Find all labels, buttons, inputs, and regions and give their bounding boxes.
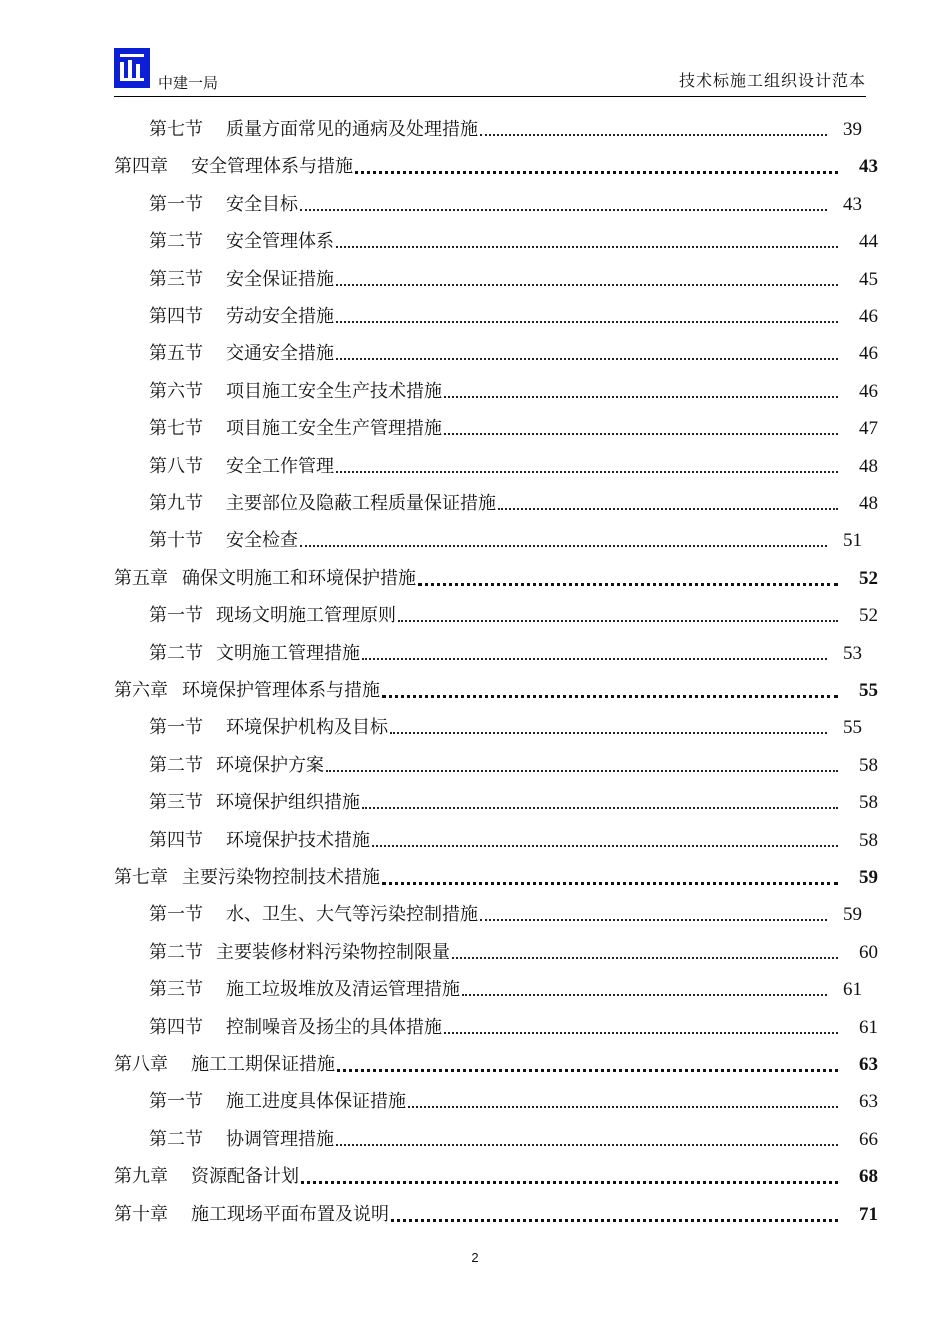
- toc-leader-dots: [444, 433, 838, 435]
- toc-entry-title: 安全目标: [226, 193, 298, 215]
- toc-page-number: 71: [859, 1203, 878, 1225]
- toc-page-number: 43: [843, 193, 862, 215]
- toc-leader-dots: [326, 770, 838, 772]
- toc-leader-dots: [362, 807, 838, 809]
- toc-page-number: 55: [859, 680, 878, 701]
- toc-entry-title: 环境保护方案: [216, 754, 324, 776]
- toc-page-number: 61: [843, 979, 862, 1001]
- toc-page-number: 39: [843, 119, 862, 140]
- toc-leader-dots: [355, 171, 838, 174]
- toc-entry-number: 第九章: [114, 1166, 168, 1188]
- toc-leader-dots: [336, 471, 838, 473]
- toc-section-row[interactable]: [149, 227, 878, 257]
- toc-chapter-row[interactable]: [114, 676, 878, 706]
- toc-section-row[interactable]: [149, 339, 878, 369]
- toc-page-number: 58: [859, 754, 878, 776]
- toc-leader-dots: [444, 396, 838, 398]
- company-logo-icon: [114, 48, 150, 88]
- toc-entry-number: 第三节: [149, 792, 203, 814]
- toc-page-number: 55: [843, 717, 862, 739]
- toc-entry-number: 第七章: [114, 867, 168, 888]
- toc-entry-title: 控制噪音及扬尘的具体措施: [226, 1016, 442, 1038]
- toc-page-number: 48: [859, 455, 878, 477]
- toc-entry-number: 第四节: [149, 829, 203, 851]
- toc-section-row[interactable]: [149, 115, 878, 145]
- toc-leader-dots: [408, 1106, 838, 1108]
- toc-entry-title: 质量方面常见的通病及处理措施: [226, 119, 478, 140]
- page-number: 2: [471, 1250, 479, 1265]
- toc-entry-number: 第七节: [149, 119, 203, 140]
- toc-page-number: 53: [843, 642, 862, 664]
- toc-page-number: 66: [859, 1128, 878, 1150]
- toc-entry-title: 环境保护技术措施: [226, 829, 370, 851]
- toc-section-row[interactable]: [149, 900, 878, 930]
- toc-section-row[interactable]: [149, 788, 878, 818]
- toc-entry-title: 劳动安全措施: [226, 306, 334, 327]
- toc-section-row[interactable]: [149, 1125, 878, 1155]
- toc-entry-number: 第一节: [149, 605, 203, 627]
- toc-entry-number: 第六章: [114, 680, 168, 701]
- toc-page-number: 44: [859, 231, 878, 253]
- toc-section-row[interactable]: [149, 452, 878, 482]
- toc-leader-dots: [336, 1144, 838, 1146]
- toc-leader-dots: [336, 246, 838, 248]
- toc-entry-title: 环境保护组织措施: [216, 792, 360, 814]
- toc-entry-title: 交通安全措施: [226, 343, 334, 365]
- toc-entry-title: 资源配备计划: [191, 1166, 299, 1188]
- toc-entry-title: 水、卫生、大气等污染控制措施: [226, 904, 478, 926]
- toc-chapter-row[interactable]: [114, 1200, 878, 1230]
- toc-leader-dots: [300, 545, 827, 547]
- toc-leader-dots: [444, 1032, 838, 1034]
- toc-chapter-row[interactable]: [114, 863, 878, 893]
- toc-entry-title: 施工进度具体保证措施: [226, 1091, 406, 1113]
- toc-page-number: 46: [859, 343, 878, 365]
- toc-entry-title: 协调管理措施: [226, 1128, 334, 1150]
- toc-page-number: 68: [859, 1166, 878, 1188]
- toc-entry-number: 第九节: [149, 493, 203, 514]
- toc-entry-number: 第四节: [149, 306, 203, 327]
- toc-entry-title: 主要装修材料污染物控制限量: [216, 941, 450, 963]
- toc-page-number: 63: [859, 1054, 878, 1075]
- toc-chapter-row[interactable]: [114, 1050, 878, 1080]
- document-title: 技术标施工组织设计范本: [678, 71, 866, 90]
- toc-section-row[interactable]: [149, 713, 878, 743]
- toc-section-row[interactable]: [149, 190, 878, 220]
- toc-page-number: 46: [859, 306, 878, 327]
- toc-leader-dots: [391, 1219, 838, 1222]
- toc-section-row[interactable]: [149, 414, 878, 444]
- toc-page-number: 59: [859, 867, 878, 888]
- toc-entry-title: 施工垃圾堆放及清运管理措施: [226, 979, 460, 1001]
- toc-entry-number: 第五章: [114, 567, 168, 589]
- toc-entry-title: 环境保护管理体系与措施: [182, 680, 380, 701]
- toc-section-row[interactable]: [149, 601, 878, 631]
- header-divider: [114, 96, 866, 97]
- toc-section-row[interactable]: [149, 826, 878, 856]
- toc-entry-title: 文明施工管理措施: [216, 642, 360, 664]
- toc-page-number: 60: [859, 941, 878, 963]
- toc-entry-number: 第十节: [149, 530, 203, 552]
- toc-section-row[interactable]: [149, 1013, 878, 1043]
- toc-section-row[interactable]: [149, 639, 878, 669]
- toc-entry-number: 第四章: [114, 156, 168, 178]
- toc-page-number: 52: [859, 567, 878, 589]
- toc-leader-dots: [382, 695, 838, 698]
- toc-leader-dots: [301, 1181, 838, 1184]
- toc-page-number: 52: [859, 605, 878, 627]
- toc-entry-number: 第一节: [149, 193, 203, 215]
- toc-leader-dots: [336, 284, 838, 286]
- toc-entry-title: 施工工期保证措施: [191, 1054, 335, 1075]
- toc-entry-number: 第六节: [149, 380, 203, 402]
- page-header: [114, 48, 866, 96]
- toc-chapter-row[interactable]: [114, 152, 878, 182]
- toc-entry-number: 第八章: [114, 1054, 168, 1075]
- toc-entry-number: 第一节: [149, 904, 203, 926]
- toc-leader-dots: [372, 845, 838, 847]
- toc-section-row[interactable]: [149, 1087, 878, 1117]
- toc-entry-title: 环境保护机构及目标: [226, 717, 388, 739]
- toc-page-number: 47: [859, 418, 878, 440]
- toc-section-row[interactable]: [149, 302, 878, 332]
- toc-section-row[interactable]: [149, 975, 878, 1005]
- toc-page-number: 43: [859, 156, 878, 178]
- toc-leader-dots: [336, 358, 838, 360]
- toc-entry-number: 第八节: [149, 455, 203, 477]
- toc-leader-dots: [390, 732, 827, 734]
- toc-entry-title: 主要部位及隐蔽工程质量保证措施: [226, 493, 496, 514]
- toc-entry-title: 主要污染物控制技术措施: [182, 867, 380, 888]
- toc-leader-dots: [498, 508, 838, 510]
- toc-entry-title: 确保文明施工和环境保护措施: [182, 567, 416, 589]
- toc-leader-dots: [480, 134, 827, 136]
- toc-page-number: 48: [859, 493, 878, 514]
- toc-page-number: 63: [859, 1091, 878, 1113]
- toc-entry-title: 现场文明施工管理原则: [216, 605, 396, 627]
- toc-page-number: 58: [859, 829, 878, 851]
- toc-entry-number: 第二节: [149, 231, 203, 253]
- toc-entry-title: 项目施工安全生产技术措施: [226, 380, 442, 402]
- toc-leader-dots: [452, 957, 838, 959]
- toc-entry-number: 第二节: [149, 642, 203, 664]
- toc-leader-dots: [382, 882, 838, 885]
- company-name: 中建一局: [158, 74, 219, 92]
- toc-leader-dots: [480, 919, 827, 921]
- toc-entry-number: 第三节: [149, 268, 203, 290]
- toc-page-number: 61: [859, 1016, 878, 1038]
- toc-section-row[interactable]: [149, 526, 878, 556]
- toc-entry-number: 第五节: [149, 343, 203, 365]
- toc-entry-number: 第一节: [149, 717, 203, 739]
- toc-entry-title: 安全管理体系: [226, 231, 334, 253]
- toc-entry-number: 第一节: [149, 1091, 203, 1113]
- toc-page-number: 58: [859, 792, 878, 814]
- toc-page-number: 46: [859, 380, 878, 402]
- toc-entry-title: 安全工作管理: [226, 455, 334, 477]
- toc-entry-title: 项目施工安全生产管理措施: [226, 418, 442, 440]
- toc-page-number: 45: [859, 268, 878, 290]
- toc-leader-dots: [336, 321, 838, 323]
- toc-entry-title: 安全保证措施: [226, 268, 334, 290]
- toc-entry-number: 第四节: [149, 1016, 203, 1038]
- toc-entry-number: 第二节: [149, 1128, 203, 1150]
- toc-entry-number: 第二节: [149, 941, 203, 963]
- toc-entry-number: 第三节: [149, 979, 203, 1001]
- toc-leader-dots: [337, 1069, 838, 1072]
- toc-entry-title: 施工现场平面布置及说明: [191, 1203, 389, 1225]
- toc-chapter-row[interactable]: [114, 564, 878, 594]
- toc-leader-dots: [362, 658, 827, 660]
- toc-page-number: 59: [843, 904, 862, 926]
- toc-section-row[interactable]: [149, 377, 878, 407]
- toc-section-row[interactable]: [149, 489, 878, 519]
- toc-leader-dots: [398, 620, 838, 622]
- toc-leader-dots: [418, 583, 838, 586]
- toc-section-row[interactable]: [149, 265, 878, 295]
- toc-section-row[interactable]: [149, 751, 878, 781]
- toc-entry-number: 第七节: [149, 418, 203, 440]
- toc-section-row[interactable]: [149, 938, 878, 968]
- toc-entry-number: 第十章: [114, 1203, 168, 1225]
- toc-entry-number: 第二节: [149, 754, 203, 776]
- toc-leader-dots: [462, 994, 827, 996]
- toc-entry-title: 安全管理体系与措施: [191, 156, 353, 178]
- toc-chapter-row[interactable]: [114, 1162, 878, 1192]
- toc-leader-dots: [300, 209, 827, 211]
- toc-entry-title: 安全检查: [226, 530, 298, 552]
- toc-page-number: 51: [843, 530, 862, 552]
